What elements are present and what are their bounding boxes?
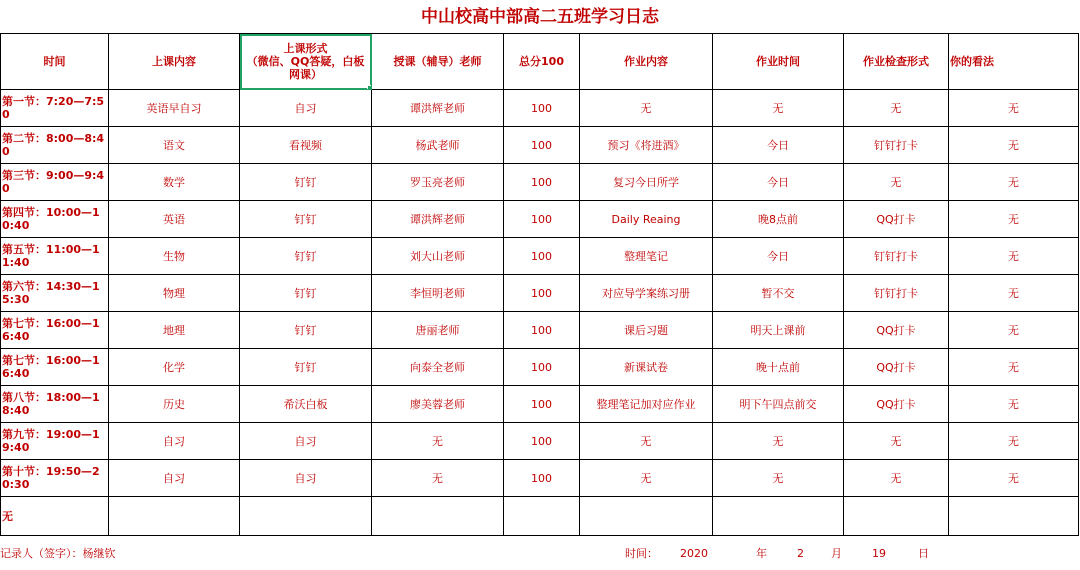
cell-empty[interactable]	[844, 497, 949, 536]
cell-hw-time[interactable]: 今日	[713, 164, 844, 201]
table-row	[1, 312, 1079, 349]
cell-time[interactable]: 第八节：18:00—18:40	[1, 386, 109, 423]
cell-hw-time[interactable]: 晚十点前	[713, 349, 844, 386]
cell-homework[interactable]: 复习今日所学	[580, 164, 713, 201]
cell-opinion[interactable]: 无	[949, 201, 1079, 238]
header-homework[interactable]: 作业内容	[580, 34, 713, 90]
cell-teacher[interactable]: 刘大山老师	[372, 238, 504, 275]
cell-score[interactable]: 100	[504, 349, 580, 386]
cell-check[interactable]: 无	[844, 164, 949, 201]
footer-year[interactable]: 2020	[680, 547, 708, 560]
cell-hw-time[interactable]: 明天上课前	[713, 312, 844, 349]
cell-homework[interactable]: 整理笔记加对应作业	[580, 386, 713, 423]
cell-check[interactable]: 钉钉打卡	[844, 238, 949, 275]
cell-form[interactable]: 希沃白板	[240, 386, 372, 423]
cell-time[interactable]: 第十节：19:50—20:30	[1, 460, 109, 497]
cell-homework[interactable]: 对应导学案练习册	[580, 275, 713, 312]
cell-teacher[interactable]: 谭洪辉老师	[372, 90, 504, 127]
table-row	[1, 201, 1079, 238]
cell-hw-time[interactable]: 无	[713, 90, 844, 127]
cell-opinion[interactable]: 无	[949, 90, 1079, 127]
cell-score[interactable]: 100	[504, 275, 580, 312]
table-row	[1, 349, 1079, 386]
cell-score[interactable]: 100	[504, 460, 580, 497]
table-row	[1, 497, 1079, 536]
cell-score[interactable]: 100	[504, 238, 580, 275]
cell-form[interactable]: 钉钉	[240, 349, 372, 386]
cell-homework[interactable]: Daily Reaing	[580, 201, 713, 238]
cell-content[interactable]: 物理	[109, 275, 240, 312]
cell-form[interactable]: 钉钉	[240, 164, 372, 201]
cell-content[interactable]: 英语	[109, 201, 240, 238]
header-form-selected-cell[interactable]	[240, 34, 372, 90]
cell-form[interactable]: 钉钉	[240, 275, 372, 312]
header-time[interactable]: 时间	[1, 34, 109, 90]
cell-score[interactable]: 100	[504, 164, 580, 201]
header-opinion[interactable]: 你的看法	[949, 34, 1079, 90]
table-row	[1, 423, 1079, 460]
header-hw-time[interactable]: 作业时间	[713, 34, 844, 90]
cell-teacher[interactable]: 唐丽老师	[372, 312, 504, 349]
header-row	[1, 34, 1079, 90]
cell-time[interactable]: 无	[1, 497, 109, 536]
cell-time[interactable]: 第五节：11:00—11:40	[1, 238, 109, 275]
cell-opinion[interactable]: 无	[949, 460, 1079, 497]
header-form-line1: 上课形式	[283, 42, 328, 55]
cell-teacher[interactable]: 无	[372, 460, 504, 497]
cell-form[interactable]: 自习	[240, 460, 372, 497]
cell-teacher[interactable]: 无	[372, 423, 504, 460]
footer-time-label[interactable]: 时间：	[625, 547, 658, 560]
cell-hw-time[interactable]: 今日	[713, 127, 844, 164]
cell-score[interactable]: 100	[504, 90, 580, 127]
cell-empty[interactable]	[713, 497, 844, 536]
cell-content[interactable]: 生物	[109, 238, 240, 275]
cell-opinion[interactable]: 无	[949, 275, 1079, 312]
sheet-title[interactable]: 中山校高中部高二五班学习日志	[421, 7, 659, 27]
cell-hw-time[interactable]: 今日	[713, 238, 844, 275]
footer-month[interactable]: 2	[797, 547, 804, 560]
cell-hw-time[interactable]: 明下午四点前交	[713, 386, 844, 423]
cell-empty[interactable]	[372, 497, 504, 536]
cell-empty[interactable]	[949, 497, 1079, 536]
cell-score[interactable]: 100	[504, 386, 580, 423]
table-row	[1, 164, 1079, 201]
cell-hw-time[interactable]: 无	[713, 423, 844, 460]
cell-content[interactable]: 数学	[109, 164, 240, 201]
cell-form[interactable]: 看视频	[240, 127, 372, 164]
cell-teacher[interactable]: 罗玉亮老师	[372, 164, 504, 201]
footer-day[interactable]: 19	[872, 547, 886, 560]
table-row	[1, 238, 1079, 275]
header-form-line2: （微信、QQ答疑，白板	[246, 55, 365, 68]
cell-time[interactable]: 第一节：7:20—7:50	[1, 90, 109, 127]
fill-handle[interactable]	[367, 85, 372, 90]
cell-form[interactable]: 钉钉	[240, 201, 372, 238]
cell-time[interactable]: 第六节：14:30—15:30	[1, 275, 109, 312]
cell-homework[interactable]: 整理笔记	[580, 238, 713, 275]
cell-hw-time[interactable]: 暂不交	[713, 275, 844, 312]
header-teacher[interactable]: 授课（辅导）老师	[372, 34, 504, 90]
cell-empty[interactable]	[240, 497, 372, 536]
header-content[interactable]: 上课内容	[109, 34, 240, 90]
cell-score[interactable]: 100	[504, 312, 580, 349]
cell-check[interactable]: QQ打卡	[844, 386, 949, 423]
cell-time[interactable]: 第三节：9:00—9:40	[1, 164, 109, 201]
cell-content[interactable]: 英语早自习	[109, 90, 240, 127]
cell-opinion[interactable]: 无	[949, 164, 1079, 201]
cell-homework[interactable]: 无	[580, 90, 713, 127]
table-row	[1, 386, 1079, 423]
footer-recorder[interactable]: 记录人（签字）：杨继钦	[0, 547, 116, 560]
cell-opinion[interactable]: 无	[949, 127, 1079, 164]
cell-score[interactable]: 100	[504, 423, 580, 460]
cell-empty[interactable]	[109, 497, 240, 536]
cell-content[interactable]: 历史	[109, 386, 240, 423]
cell-time[interactable]: 第二节：8:00—8:40	[1, 127, 109, 164]
cell-homework[interactable]: 预习《将进酒》	[580, 127, 713, 164]
cell-homework[interactable]: 新课试卷	[580, 349, 713, 386]
cell-homework[interactable]: 无	[580, 460, 713, 497]
cell-check[interactable]: QQ打卡	[844, 201, 949, 238]
cell-hw-time[interactable]: 晚8点前	[713, 201, 844, 238]
cell-time[interactable]: 第七节：16:00—16:40	[1, 312, 109, 349]
study-log-table	[0, 33, 1079, 536]
cell-opinion[interactable]: 无	[949, 349, 1079, 386]
cell-time[interactable]: 第九节：19:00—19:40	[1, 423, 109, 460]
cell-content[interactable]: 自习	[109, 460, 240, 497]
cell-score[interactable]: 100	[504, 201, 580, 238]
cell-teacher[interactable]: 谭洪辉老师	[372, 201, 504, 238]
cell-check[interactable]: 无	[844, 460, 949, 497]
cell-time[interactable]: 第七节：16:00—16:40	[1, 349, 109, 386]
table-body	[1, 90, 1079, 536]
cell-form[interactable]: 钉钉	[240, 238, 372, 275]
cell-content[interactable]: 自习	[109, 423, 240, 460]
cell-content[interactable]: 化学	[109, 349, 240, 386]
cell-form[interactable]: 钉钉	[240, 312, 372, 349]
cell-form[interactable]: 自习	[240, 90, 372, 127]
header-score[interactable]: 总分100	[504, 34, 580, 90]
cell-content[interactable]: 语文	[109, 127, 240, 164]
cell-check[interactable]: 无	[844, 423, 949, 460]
cell-opinion[interactable]: 无	[949, 386, 1079, 423]
cell-teacher[interactable]: 向泰全老师	[372, 349, 504, 386]
cell-score[interactable]: 100	[504, 127, 580, 164]
header-form-line3: 网课）	[289, 68, 322, 81]
cell-homework[interactable]: 课后习题	[580, 312, 713, 349]
cell-hw-time[interactable]: 无	[713, 460, 844, 497]
cell-teacher[interactable]: 李恒明老师	[372, 275, 504, 312]
cell-opinion[interactable]: 无	[949, 312, 1079, 349]
header-check[interactable]: 作业检查形式	[844, 34, 949, 90]
cell-opinion[interactable]: 无	[949, 238, 1079, 275]
cell-check[interactable]: 钉钉打卡	[844, 127, 949, 164]
cell-teacher[interactable]: 杨武老师	[372, 127, 504, 164]
cell-content[interactable]: 地理	[109, 312, 240, 349]
cell-opinion[interactable]: 无	[949, 423, 1079, 460]
cell-form[interactable]: 自习	[240, 423, 372, 460]
table-row	[1, 460, 1079, 497]
cell-teacher[interactable]: 廖美蓉老师	[372, 386, 504, 423]
footer-month-unit[interactable]: 月	[831, 547, 842, 560]
table-row	[1, 127, 1079, 164]
cell-homework[interactable]: 无	[580, 423, 713, 460]
footer-year-unit[interactable]: 年	[756, 547, 767, 560]
cell-check[interactable]: 钉钉打卡	[844, 275, 949, 312]
cell-check[interactable]: QQ打卡	[844, 349, 949, 386]
cell-check[interactable]: 无	[844, 90, 949, 127]
cell-time[interactable]: 第四节：10:00—10:40	[1, 201, 109, 238]
cell-empty[interactable]	[504, 497, 580, 536]
cell-empty[interactable]	[580, 497, 713, 536]
table-row	[1, 90, 1079, 127]
table-row	[1, 275, 1079, 312]
cell-check[interactable]: QQ打卡	[844, 312, 949, 349]
footer-day-unit[interactable]: 日	[918, 547, 929, 560]
